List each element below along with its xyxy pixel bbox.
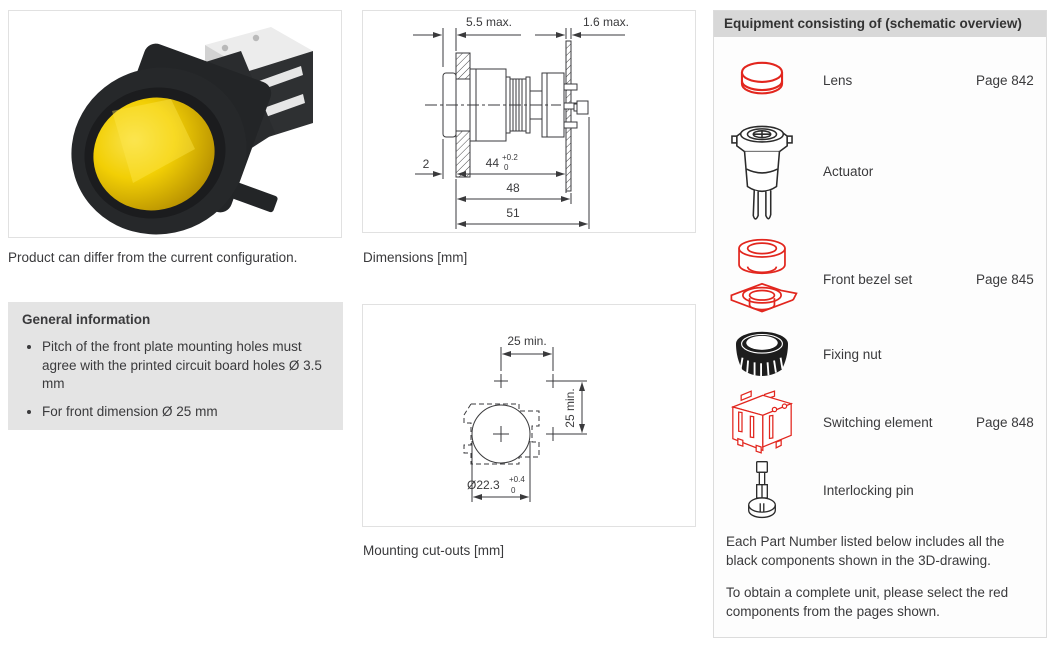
equipment-item-page: Page 845 (976, 271, 1034, 287)
equipment-item-interlocking-pin (714, 459, 1046, 521)
general-information-box (8, 302, 343, 430)
equipment-item-label: Front bezel set (823, 271, 913, 287)
equipment-panel (713, 10, 1047, 638)
equipment-item-label: Lens (823, 72, 853, 88)
equipment-item-label: Actuator (823, 163, 874, 179)
dimensions-drawing-box (362, 10, 696, 233)
equipment-item-fixing-nut (714, 323, 1046, 385)
general-information-bullet: • For front dimension Ø 25 mm (42, 403, 329, 422)
equipment-note: Each Part Number listed below includes all the black components shown in the 3D-drawing. (726, 534, 1005, 568)
product-image-box (8, 10, 342, 238)
actuator-icon (714, 112, 810, 230)
general-information-title: General information (22, 312, 151, 327)
equipment-item-actuator (714, 107, 1046, 235)
equipment-panel-title: Equipment consisting of (schematic overview) (714, 11, 1046, 37)
dim-label-44-tol-top: +0.2 (502, 153, 518, 162)
interlocking-pin-icon (714, 459, 810, 521)
product-caption: Product can differ from the current configuration. (8, 250, 298, 265)
general-information-bullet: • Pitch of the front plate mounting holes must agree with the printed circuit board holes Ø 3.5 mm (42, 338, 329, 394)
general-information-list (22, 338, 329, 421)
equipment-item-label: Switching element (823, 414, 933, 430)
cutouts-caption: Mounting cut-outs [mm] (363, 543, 505, 558)
flange-foot-shape (231, 182, 278, 213)
dimensions-caption: Dimensions [mm] (363, 250, 468, 265)
cut-label-dia-tol-bottom: 0 (511, 486, 516, 495)
cut-label-diameter: Ø22.3 (467, 478, 500, 492)
equipment-item-lens (714, 53, 1046, 107)
equipment-item-label: Fixing nut (823, 346, 882, 362)
equipment-notes (714, 521, 1046, 621)
fixing-nut-icon (714, 328, 810, 380)
dim-label-1-6-max: 1.6 max. (582, 15, 630, 29)
product-3d-image (9, 11, 341, 237)
cutouts-drawing (363, 305, 695, 526)
dim-label-51: 51 (506, 206, 520, 220)
switching-element-icon (714, 387, 810, 457)
cut-label-v-pitch: 25 min. (563, 388, 577, 428)
dim-label-44-tol-bottom: 0 (504, 163, 509, 172)
equipment-item-switching-element (714, 385, 1046, 459)
lens-icon (714, 59, 810, 101)
equipment-item-page: Page 848 (976, 414, 1034, 430)
equipment-item-label: Interlocking pin (823, 482, 914, 498)
front-bezel-set-icon (714, 235, 810, 323)
dimensions-drawing (363, 11, 695, 232)
cut-label-dia-tol-top: +0.4 (509, 475, 525, 484)
dim-label-44: 44 (485, 156, 499, 170)
dim-label-5-5-max: 5.5 max. (465, 15, 513, 29)
equipment-item-page: Page 842 (976, 72, 1034, 88)
cut-label-h-pitch: 25 min. (507, 334, 547, 348)
equipment-item-front-bezel-set (714, 235, 1046, 323)
equipment-note: To obtain a complete unit, please select the red components from the pages shown. (726, 585, 1009, 619)
dim-label-48: 48 (506, 181, 520, 195)
dim-label-2: 2 (422, 157, 430, 171)
cutouts-drawing-box (362, 304, 696, 527)
